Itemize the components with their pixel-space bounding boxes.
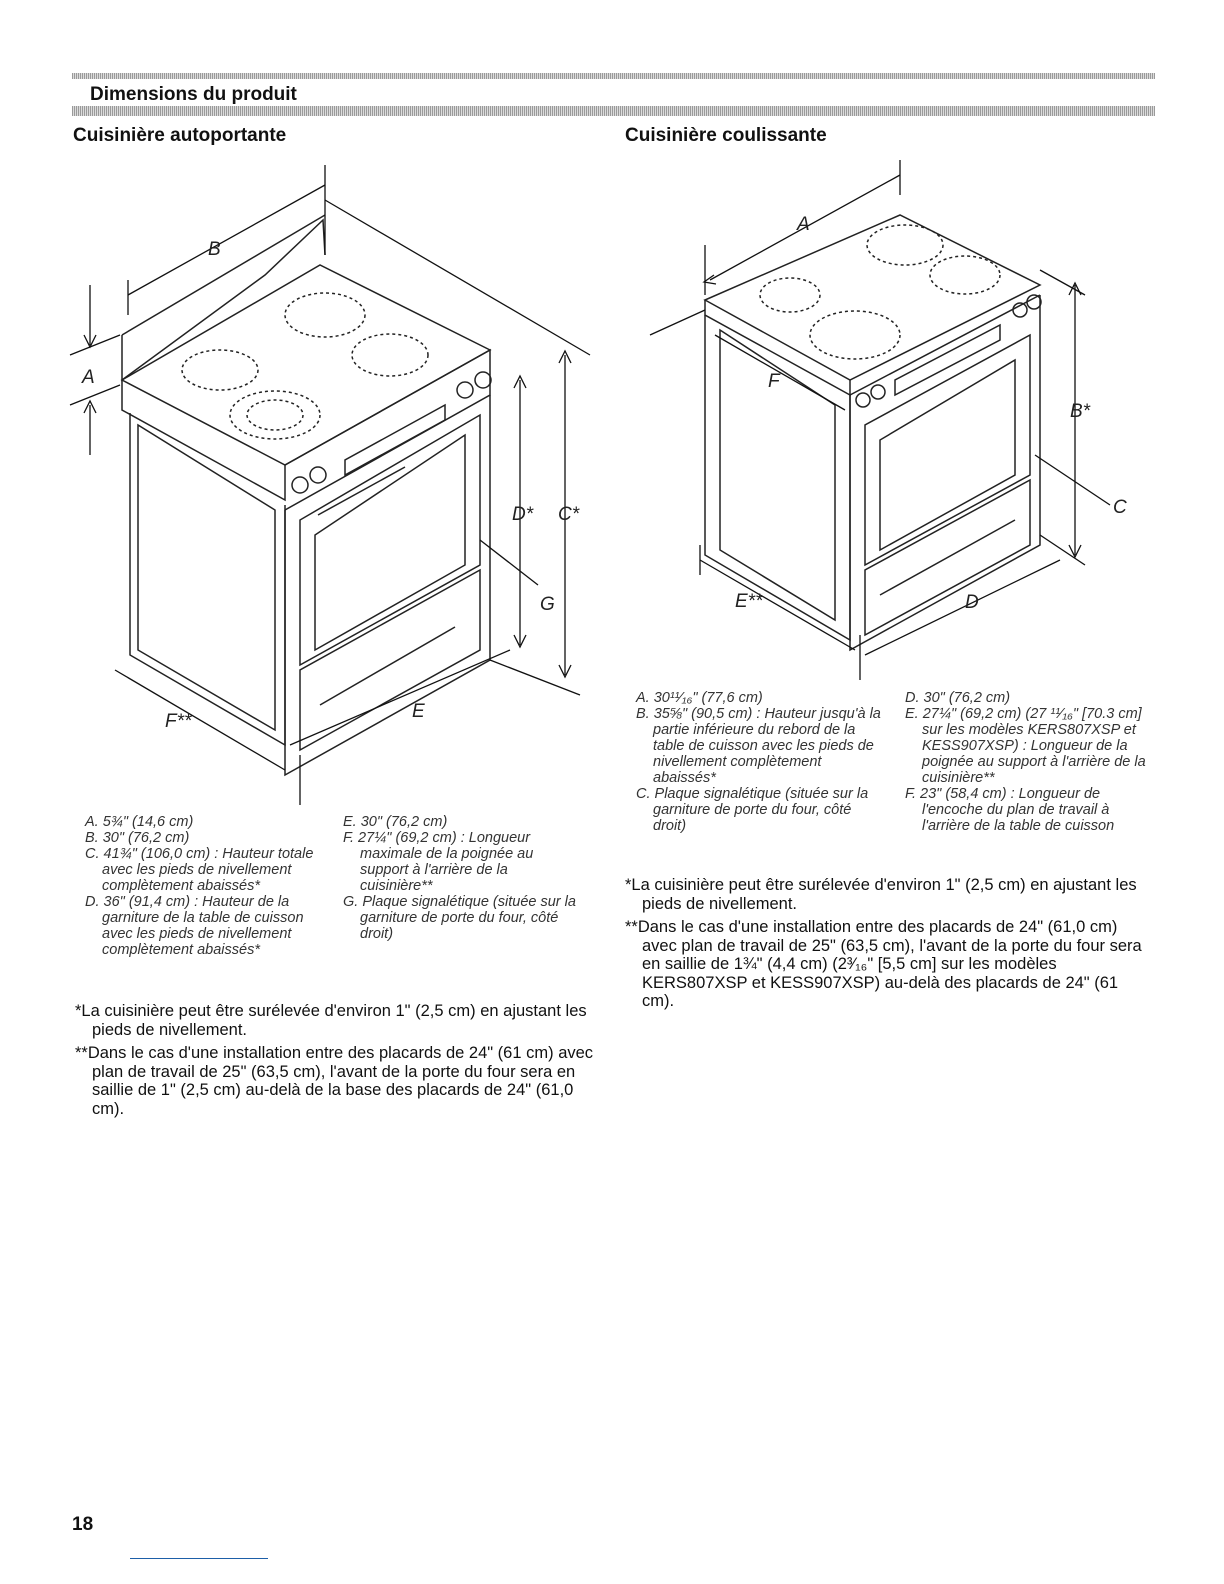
footnote: **Dans le cas d'une installation entre des placards de 24" (61 cm) avec plan de travail de 25" (63,5 cm), l'avant de la porte du four sera en saillie de 1" (2,5 cm) au-delà de la base des placards de 24" (61,0 cm). xyxy=(75,1044,594,1118)
footnote: *La cuisinière peut être surélevée d'environ 1" (2,5 cm) en ajustant les pieds de nivellement. xyxy=(625,876,1137,913)
left-label-a: A xyxy=(82,367,95,388)
section-title: Dimensions du produit xyxy=(90,84,297,105)
right-label-a: A xyxy=(797,214,810,235)
legend-item: B. 30" (76,2 cm) xyxy=(85,830,190,846)
slide-in-range-title: Cuisinière coulissante xyxy=(625,125,827,146)
legend-item: C. Plaque signalétique (située sur la garniture de porte du four, côté droit) xyxy=(636,786,869,834)
left-label-d: D* xyxy=(512,504,534,525)
legend-item: D. 36" (91,4 cm) : Hauteur de la garniture de la table de cuisson avec les pieds de nivellement complètement abaissés* xyxy=(85,894,304,958)
right-label-d: D xyxy=(965,592,979,613)
left-label-b: B xyxy=(208,239,221,260)
freestanding-legend-col-2 xyxy=(343,814,583,942)
right-label-f: F xyxy=(768,371,780,392)
right-label-e: E** xyxy=(735,591,763,612)
slide-in-notes xyxy=(625,876,1150,1016)
freestanding-notes xyxy=(75,1002,595,1123)
slide-in-range-diagram xyxy=(620,155,1160,685)
legend-item: F. 23" (58,4 cm) : Longueur de l'encoche du plan de travail à l'arrière de la table de cuisson xyxy=(905,786,1115,834)
footer-rule xyxy=(130,1558,268,1559)
legend-item: B. 35⅝" (90,5 cm) : Hauteur jusqu'à la partie inférieure du rebord de la table de cuisson avec les pieds de nivellement complètement abaissés* xyxy=(636,706,881,786)
page-number: 18 xyxy=(72,1514,94,1535)
legend-item: A. 30¹¹⁄₁₆" (77,6 cm) xyxy=(636,690,763,706)
freestanding-range-diagram xyxy=(60,155,600,805)
header-rule-bottom xyxy=(72,106,1155,116)
footnote: **Dans le cas d'une installation entre des placards de 24" (61,0 cm) avec plan de travail de 25" (63,5 cm), l'avant de la porte du four sera en saillie de 1¾" (4,4 cm) (2³⁄₁₆" [5,5 cm] sur les modèles KERS807XSP et KESS907XSP) au-delà des placards de 24" (61 cm). xyxy=(625,918,1142,1010)
freestanding-range-title: Cuisinière autoportante xyxy=(73,125,287,146)
left-label-f: F** xyxy=(165,711,192,732)
freestanding-legend-col-1 xyxy=(85,814,335,958)
left-label-g: G xyxy=(540,594,555,615)
legend-item: G. Plaque signalétique (située sur la garniture de porte du four, côté droit) xyxy=(343,894,576,942)
left-label-c: C* xyxy=(558,504,580,525)
slide-in-legend-col-1 xyxy=(636,690,886,834)
header-rule-top xyxy=(72,73,1155,79)
legend-item: E. 30" (76,2 cm) xyxy=(343,814,448,830)
footnote: *La cuisinière peut être surélevée d'environ 1" (2,5 cm) en ajustant les pieds de nivellement. xyxy=(75,1002,587,1039)
right-label-b: B* xyxy=(1070,401,1091,422)
legend-item: F. 27¼" (69,2 cm) : Longueur maximale de la poignée au support à l'arrière de la cuisinière** xyxy=(343,830,534,894)
legend-item: E. 27¼" (69,2 cm) (27 ¹¹⁄₁₆" [70.3 cm] sur les modèles KERS807XSP et KESS907XSP) : Longueur de la poignée au support à l'arrière de la cuisinière** xyxy=(905,706,1146,786)
legend-item: A. 5¾" (14,6 cm) xyxy=(85,814,194,830)
legend-item: D. 30" (76,2 cm) xyxy=(905,690,1011,706)
legend-item: C. 41¾" (106,0 cm) : Hauteur totale avec les pieds de nivellement complètement abaissés* xyxy=(85,846,314,894)
right-label-c: C xyxy=(1113,497,1127,518)
left-label-e: E xyxy=(412,701,425,722)
slide-in-legend-col-2 xyxy=(905,690,1150,834)
